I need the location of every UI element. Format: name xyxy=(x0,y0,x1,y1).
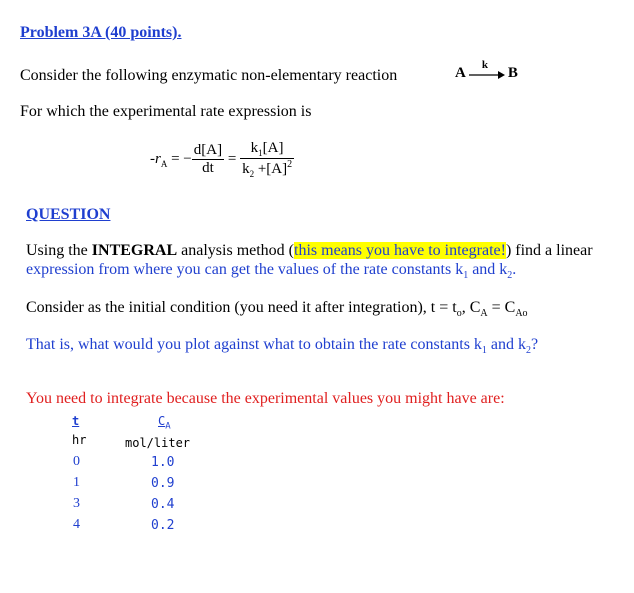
rate-fraction: $\frac{k_1[A]}{k_2 +[A]^2}$ xyxy=(242,140,293,179)
rate-equation xyxy=(150,140,294,179)
highlight-integrate: this means you have to integrate! xyxy=(294,242,506,259)
table-cell-concentration: 0.2 xyxy=(151,518,175,533)
question-heading: QUESTION xyxy=(26,206,111,223)
product: B xyxy=(507,65,518,81)
initial-condition: Consider as the initial condition (you need it after integration), $t = t_o$, $C_A = C_{Ao}$ xyxy=(26,299,528,320)
table-cell-time: 4 xyxy=(73,517,80,532)
eq-lhs: $-r_A$ xyxy=(150,150,168,169)
table-cell-concentration: 0.9 xyxy=(151,476,175,491)
table-header-concentration: $C_A$ xyxy=(158,414,171,432)
table-cell-time: 0 xyxy=(73,454,80,469)
reactant: A xyxy=(455,65,466,81)
eq-sign-2: = xyxy=(224,150,241,167)
table-cell-concentration: 1.0 xyxy=(151,455,175,470)
rate-constant-label: k xyxy=(481,58,488,71)
derivative-fraction: $\frac{d[A]}{dt}$ xyxy=(193,142,223,176)
intro-text: Consider the following enzymatic non-elementary reaction xyxy=(20,67,398,84)
rate-expression-intro: For which the experimental rate expression is xyxy=(20,103,312,120)
table-cell-time: 3 xyxy=(73,496,80,511)
integration-note: You need to integrate because the experimental values you might have are: xyxy=(26,390,505,407)
plot-question: That is, what would you plot against what to obtain the rate constants $k_1$ and $k_2$? xyxy=(26,336,539,357)
reaction-arrow-icon xyxy=(469,58,505,81)
question-line-2: expression from where you can get the values of the rate constants $k_1$ and $k_2$. xyxy=(26,261,517,282)
question-line-1: Using the INTEGRAL analysis method (this means you have to integrate!) find a linear xyxy=(26,242,593,259)
table-unit-concentration: mol/liter xyxy=(125,436,191,450)
eq-sign-1: = − xyxy=(167,150,192,167)
table-cell-time: 1 xyxy=(73,475,80,490)
problem-title: Problem 3A (40 points). xyxy=(20,24,182,41)
reaction-scheme xyxy=(455,58,518,82)
table-unit-time: hr xyxy=(72,433,87,447)
table-cell-concentration: 0.4 xyxy=(151,497,175,512)
table-header-time: t xyxy=(72,414,80,428)
